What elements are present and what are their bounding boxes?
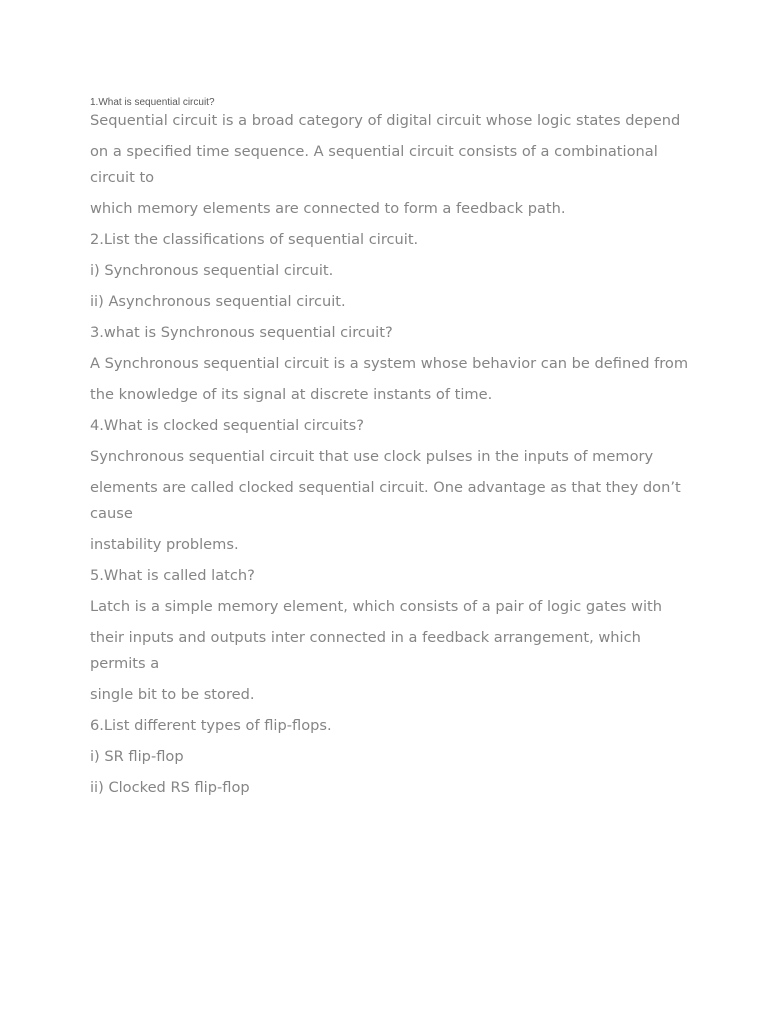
paragraph: Sequential circuit is a broad category of digital circuit whose logic states depend: [90, 112, 681, 129]
list-item: ii) Clocked RS flip-flop: [90, 779, 250, 796]
paragraph: instability problems.: [90, 536, 239, 553]
list-item: i) SR flip-flop: [90, 748, 184, 765]
question-4-heading: 4.What is clocked sequential circuits?: [90, 417, 364, 434]
question-3-heading: 3.what is Synchronous sequential circuit?: [90, 324, 393, 341]
paragraph: which memory elements are connected to form a feedback path.: [90, 200, 566, 217]
paragraph: on a specified time sequence. A sequential circuit consists of a combinational circuit to: [90, 143, 658, 186]
list-item: i) Synchronous sequential circuit.: [90, 262, 334, 279]
paragraph: elements are called clocked sequential circuit. One advantage as that they don’t cause: [90, 479, 681, 522]
paragraph: A Synchronous sequential circuit is a system whose behavior can be defined from: [90, 355, 689, 372]
paragraph: Latch is a simple memory element, which consists of a pair of logic gates with: [90, 598, 663, 615]
question-5-heading: 5.What is called latch?: [90, 567, 255, 584]
paragraph: Synchronous sequential circuit that use clock pulses in the inputs of memory: [90, 448, 654, 465]
question-2-heading: 2.List the classifications of sequential circuit.: [90, 231, 419, 248]
paragraph: single bit to be stored.: [90, 686, 255, 703]
question-6-heading: 6.List different types of flip-flops.: [90, 717, 332, 734]
document-body: [90, 108, 690, 806]
paragraph: their inputs and outputs inter connected in a feedback arrangement, which permits a: [90, 629, 641, 672]
paragraph: the knowledge of its signal at discrete instants of time.: [90, 386, 493, 403]
question-1-heading: 1.What is sequential circuit?: [90, 97, 215, 108]
list-item: ii) Asynchronous sequential circuit.: [90, 293, 346, 310]
